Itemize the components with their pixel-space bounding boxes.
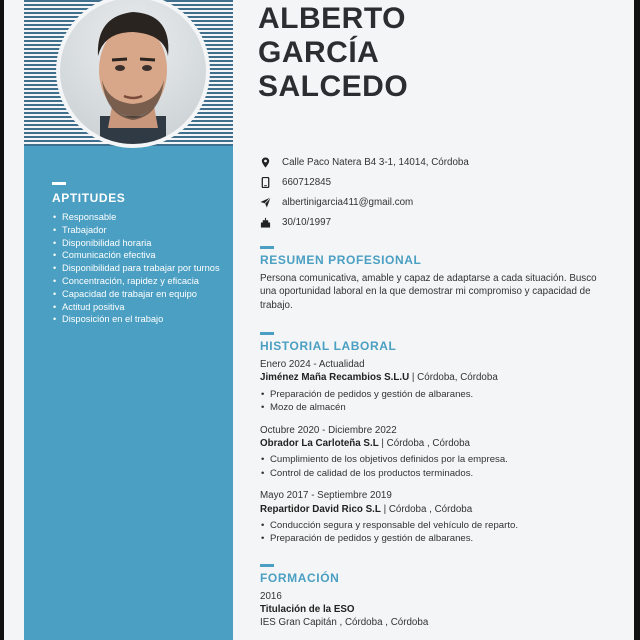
- job-tasks: [260, 453, 610, 480]
- job-task: • Conducción segura y responsable del vehículo de reparto.: [260, 519, 610, 532]
- contact-address: [258, 152, 618, 172]
- summary-section: [260, 246, 610, 312]
- aptitude-item: • Comunicación efectiva: [52, 249, 230, 262]
- profile-photo: [60, 0, 206, 144]
- education-degree-line: [260, 603, 610, 616]
- job-location: | Córdoba, Córdoba: [409, 372, 498, 384]
- job-task: • Control de calidad de los productos terminados.: [260, 467, 610, 480]
- aptitudes-list: [52, 211, 230, 326]
- job-location: | Córdoba , Córdoba: [378, 438, 471, 450]
- history-title: HISTORIAL LABORAL: [260, 339, 397, 353]
- education-year: 2016: [260, 591, 282, 602]
- job-task: • Preparación de pedidos y gestión de albaranes.: [260, 532, 610, 545]
- job-company: Repartidor David Rico S.L: [260, 503, 381, 515]
- aptitude-item: • Actitud positiva: [52, 301, 230, 314]
- history-rule: [260, 332, 274, 335]
- name-line: ALBERTO: [258, 2, 406, 35]
- aptitude-item: • Disponibilidad horaria: [52, 237, 230, 250]
- job-company-line: [260, 503, 610, 516]
- contact-birthdate: [258, 212, 618, 232]
- email-text: albertinigarcia411@gmail.com: [282, 196, 414, 208]
- location-pin-icon: [258, 155, 272, 169]
- job-entry: [260, 489, 610, 546]
- job-entry: [260, 358, 610, 415]
- aptitude-item: • Trabajador: [52, 224, 230, 237]
- address-text: Calle Paco Natera B4 3-1, 14014, Córdoba: [282, 156, 469, 168]
- contact-block: [258, 152, 618, 232]
- cake-icon: [258, 215, 272, 229]
- aptitude-item: • Disposición en el trabajo: [52, 313, 230, 326]
- job-date: Enero 2024 - Actualidad: [260, 359, 365, 370]
- job-tasks: [260, 388, 610, 415]
- education-section: [260, 564, 610, 629]
- education-degree: Titulación de la ESO: [260, 604, 355, 615]
- job-company: Obrador La Carloteña S.L: [260, 438, 379, 450]
- job-task: • Preparación de pedidos y gestión de albaranes.: [260, 388, 610, 401]
- full-name: [258, 2, 408, 104]
- birthdate-text: 30/10/1997: [282, 216, 332, 228]
- paper-plane-icon: [258, 195, 272, 209]
- aptitude-item: • Concentración, rapidez y eficacia: [52, 275, 230, 288]
- contact-phone: [258, 172, 618, 192]
- history-section: [260, 332, 610, 555]
- job-task: • Mozo de almacén: [260, 401, 610, 414]
- phone-text: 660712845: [282, 176, 332, 188]
- job-location: | Córdoba , Córdoba: [380, 503, 473, 515]
- summary-rule: [260, 246, 274, 249]
- job-company-line: [260, 437, 610, 450]
- aptitudes-section: [52, 182, 230, 326]
- aptitudes-rule: [52, 182, 66, 185]
- phone-icon: [258, 175, 272, 189]
- job-entry: [260, 424, 610, 481]
- job-tasks: [260, 519, 610, 546]
- education-rule: [260, 564, 274, 567]
- job-task: • Cumplimiento de los objetivos definidos por la empresa.: [260, 453, 610, 466]
- name-line: SALCEDO: [258, 70, 409, 103]
- job-date: Mayo 2017 - Septiembre 2019: [260, 490, 392, 502]
- aptitude-item: • Capacidad de trabajar en equipo: [52, 288, 230, 301]
- aptitudes-title: APTITUDES: [52, 191, 126, 205]
- job-company: Jiménez Maña Recambios S.L.U: [260, 372, 410, 384]
- job-company-line: [260, 371, 610, 384]
- aptitude-item: • Disponibilidad para trabajar por turnos: [52, 262, 230, 275]
- summary-title: RESUMEN PROFESIONAL: [260, 253, 422, 267]
- job-date: Octubre 2020 - Diciembre 2022: [260, 424, 397, 436]
- aptitude-item: • Responsable: [52, 211, 230, 224]
- name-line: GARCÍA: [258, 36, 380, 69]
- summary-text: Persona comunicativa, amable y capaz de adaptarse a cada situación. Busco una oportunidad laboral en la que demostrar mi compromiso y capacidad de trabajo.: [260, 273, 597, 311]
- education-school: IES Gran Capitán , Córdoba , Córdoba: [260, 617, 429, 628]
- contact-email: [258, 192, 618, 212]
- education-title: FORMACIÓN: [260, 571, 340, 585]
